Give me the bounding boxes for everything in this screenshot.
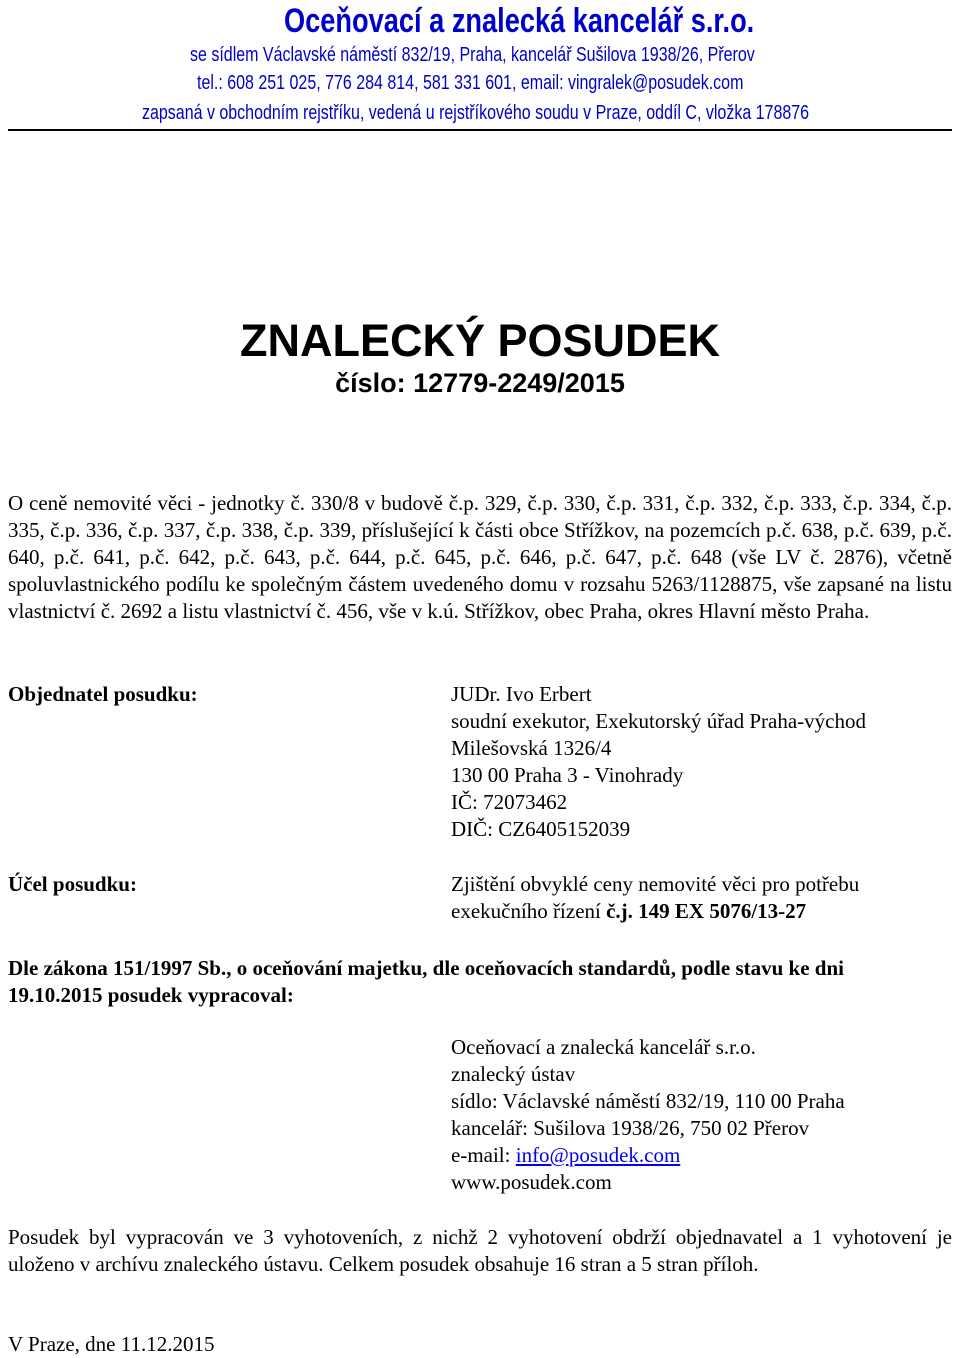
company-name: Oceňovací a znalecká kancelář s.r.o. — [284, 2, 755, 40]
client-ic: IČ: 72073462 — [451, 790, 568, 814]
client-role: soudní exekutor, Exekutorský úřad Praha-východ — [451, 709, 866, 733]
purpose-line-2 — [451, 898, 859, 925]
client-dic: DIČ: CZ6405152039 — [451, 817, 631, 841]
author-name: Oceňovací a znalecká kancelář s.r.o. — [451, 1035, 756, 1059]
company-contacts: tel.: 608 251 025, 776 284 814, 581 331 601, email: vingralek@posudek.com — [197, 72, 744, 94]
law-line-2: 19.10.2015 posudek vypracoval: — [8, 983, 294, 1007]
client-city: 130 00 Praha 3 - Vinohrady — [451, 763, 684, 787]
author-office: kancelář: Sušilova 1938/26, 750 02 Přerov — [451, 1116, 810, 1140]
client-block — [451, 681, 866, 843]
author-email-line — [451, 1142, 845, 1169]
purpose-label: Účel posudku: — [8, 872, 137, 896]
author-block — [451, 1034, 845, 1196]
author-type: znalecký ústav — [451, 1062, 576, 1086]
case-number: č.j. 149 EX 5076/13-27 — [606, 899, 807, 923]
place-date: V Praze, dne 11.12.2015 — [8, 1332, 215, 1356]
client-name: JUDr. Ivo Erbert — [451, 682, 592, 706]
purpose-line-1: Zjištění obvyklé ceny nemovité věci pro potřebu — [451, 872, 860, 896]
email-link[interactable]: info@posudek.com — [515, 1143, 681, 1167]
author-web: www.posudek.com — [451, 1170, 612, 1194]
email-label: e-mail: — [451, 1143, 516, 1167]
company-registry: zapsaná v obchodním rejstříku, vedená u rejstříkového soudu v Praze, oddíl C, vložka 178876 — [142, 102, 810, 124]
client-label: Objednatel posudku: — [8, 682, 198, 706]
law-line-1: Dle zákona 151/1997 Sb., o oceňování majetku, dle oceňovacích standardů, podle stavu ke dni — [8, 956, 845, 980]
subject-paragraph: O ceně nemovité věci - jednotky č. 330/8 v budově č.p. 329, č.p. 330, č.p. 331, č.p. 332, č.p. 333, č.p. 334, č.p. 335, č.p. 336, č.p. 337, č.p. 338, č.p. 339, příslušející k části obce Střížkov, na pozemcích p.č. 638, p.č. 639, p.č. 640, p.č. 641, p.č. 642, p.č. 643, p.č. 644, p.č. 645, p.č. 646, p.č. 647, p.č. 648 (vše LV č. 2876), včetně spoluvlastnického podílu ke společným částem uvedeného domu v rozsahu 5263/1128875, vše zapsané na listu vlastnictví č. 2692 a listu vlastnictví č. 456, vše v k.ú. Střížkov, obec Praha, okres Hlavní město Praha. — [8, 491, 952, 623]
purpose-line-2-text: exekučního řízení — [451, 899, 607, 923]
author-seat: sídlo: Václavské náměstí 832/19, 110 00 Praha — [451, 1089, 845, 1113]
purpose-block — [451, 871, 859, 925]
company-seat: se sídlem Václavské náměstí 832/19, Praha, kancelář Sušilova 1938/26, Přerov — [190, 44, 755, 66]
document-number: číslo: 12779-2249/2015 — [335, 368, 625, 398]
document-title: ZNALECKÝ POSUDEK — [239, 315, 721, 366]
client-street: Milešovská 1326/4 — [451, 736, 612, 760]
header-divider — [8, 129, 952, 131]
copies-paragraph: Posudek byl vypracován ve 3 vyhotoveních, z nichž 2 vyhotovení obdrží objednavatel a 1 vyhotovení je uloženo v archívu znaleckého ústavu. Celkem posudek obsahuje 16 stran a 5 stran příloh. — [8, 1225, 952, 1276]
